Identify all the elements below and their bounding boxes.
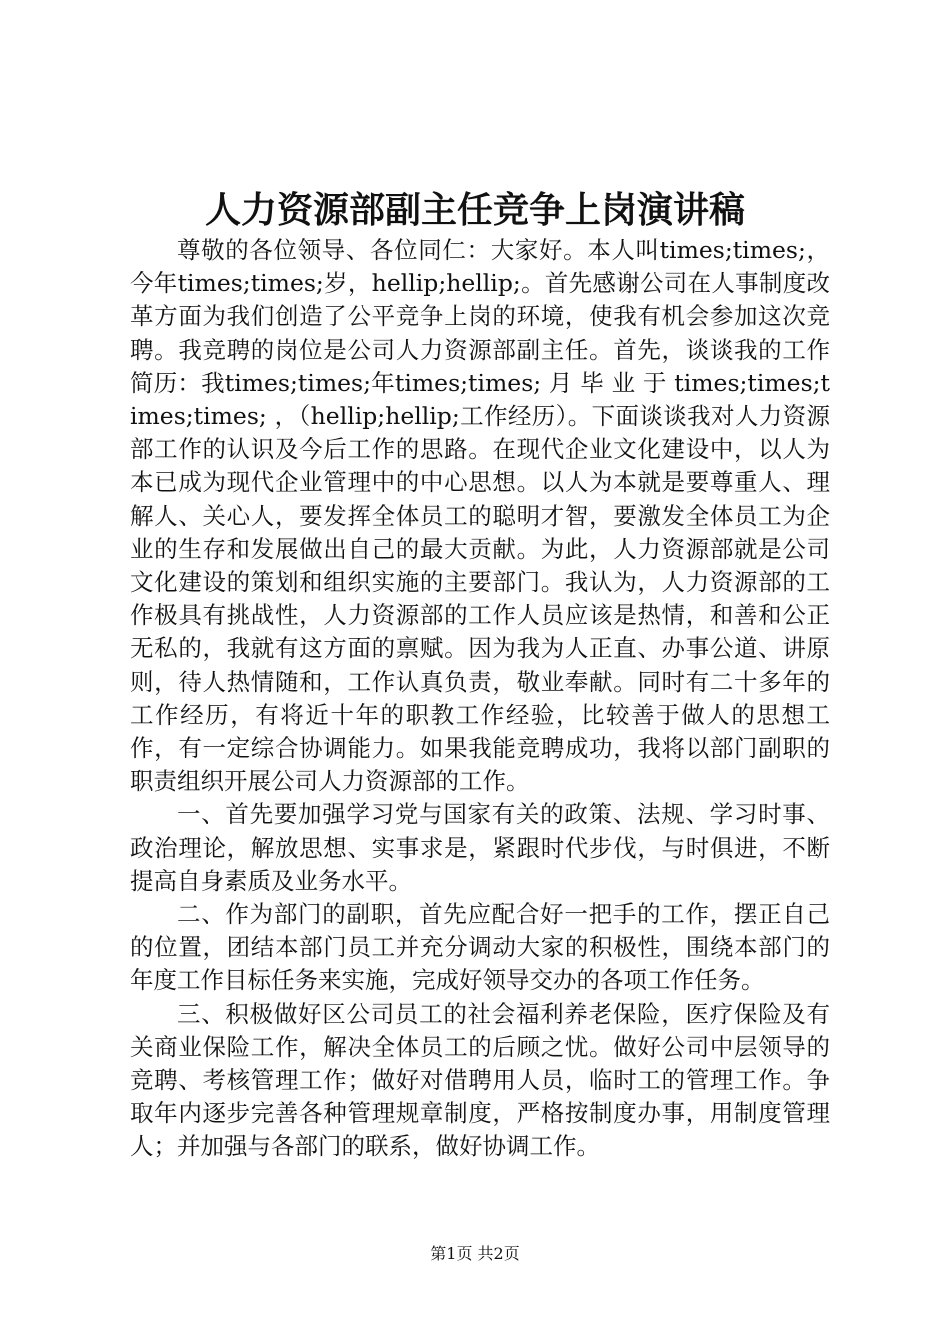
body-paragraph-point-1: 一、首先要加强学习党与国家有关的政策、法规、学习时事、政治理论，解放思想、实事求是，紧跟时代步伐，与时俱进，不断提高自身素质及业务水平。 bbox=[130, 800, 830, 895]
document-title: 人力资源部副主任竞争上岗演讲稿 bbox=[204, 189, 745, 231]
body-paragraph-point-2: 二、作为部门的副职，首先应配合好一把手的工作，摆正自己的位置，团结本部门员工并充分调动大家的积极性，围绕本部门的年度工作目标任务来实施，完成好领导交办的各项工作任务。 bbox=[130, 900, 830, 995]
body-paragraph-point-3: 三、积极做好区公司员工的社会福利养老保险，医疗保险及有关商业保险工作，解决全体员工的后顾之忧。做好公司中层领导的竞聘、考核管理工作；做好对借聘用人员，临时工的管理工作。争取年内逐步完善各种管理规章制度，严格按制度办事，用制度管理人；并加强与各部门的联系，做好协调工作。 bbox=[130, 999, 830, 1161]
document-body bbox=[130, 234, 830, 1164]
page-number-footer: 第1页 共2页 bbox=[430, 1244, 520, 1263]
body-paragraph-intro: 尊敬的各位领导、各位同仁：大家好。本人叫times;times;，今年times;times;岁，hellip;hellip;。首先感谢公司在人事制度改革方面为我们创造了公平竞争上岗的环境，使我有机会参加这次竞聘。我竞聘的岗位是公司人力资源部副主任。首先，谈谈我的工作简历：我times;times;年times;times; 月 毕 业 于 times;times;times;times; ，（hellip;hellip;工作经历）。下面谈谈我对人力资源部工作的认识及今后工作的思路。在现代企业文化建设中，以人为本已成为现代企业管理中的中心思想。以人为本就是要尊重人、理解人、关心人，要发挥全体员工的聪明才智，要激发全体员工为企业的生存和发展做出自己的最大贡献。为此，人力资源部就是公司文化建设的策划和组织实施的主要部门。我认为，人力资源部的工作极具有挑战性，人力资源部的工作人员应该是热情，和善和公正无私的，我就有这方面的禀赋。因为我为人正直、办事公道、讲原则，待人热情随和，工作认真负责，敬业奉献。同时有二十多年的工作经历，有将近十年的职教工作经验，比较善于做人的思想工作，有一定综合协调能力。如果我能竞聘成功，我将以部门副职的职责组织开展公司人力资源部的工作。 bbox=[130, 236, 830, 796]
